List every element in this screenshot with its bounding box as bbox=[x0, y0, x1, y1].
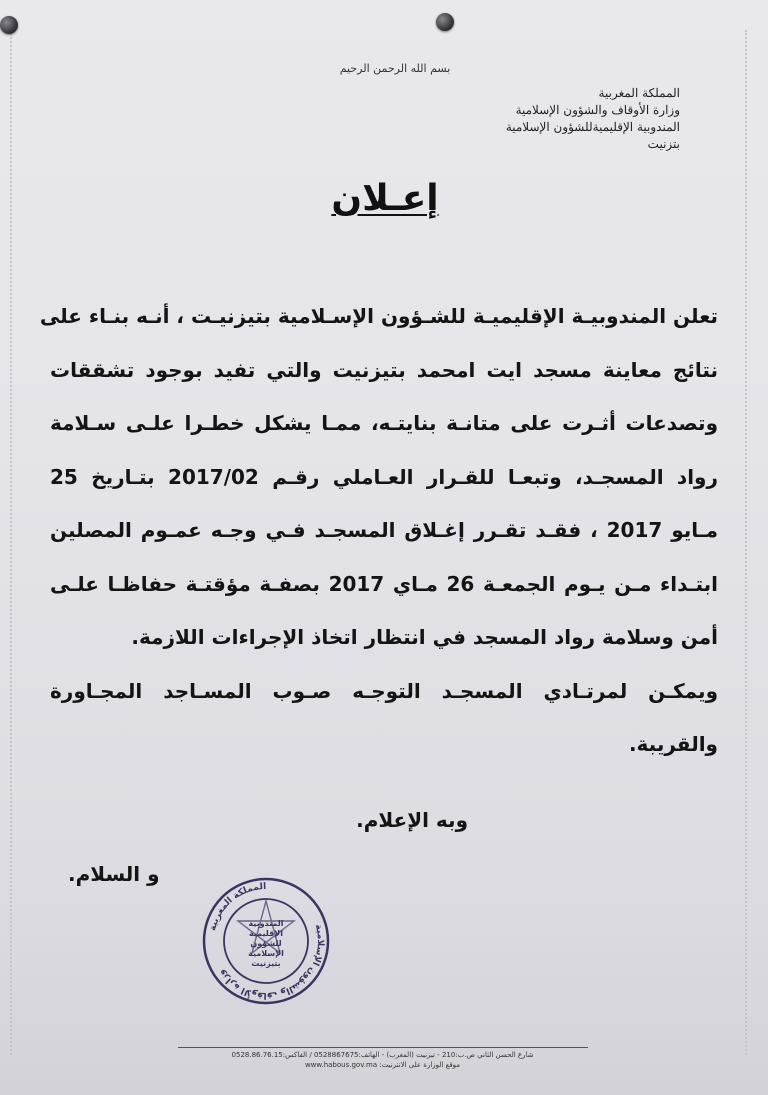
footer-website: موقع الوزارة على الانترنيت: www.habous.gov.ma bbox=[304, 1061, 461, 1069]
pin-icon bbox=[0, 16, 18, 34]
body-line: رواد المسجـد، وتبعـا للقـرار العـاملي رقـم 2017/02 بتـاريخ 25 bbox=[50, 464, 718, 489]
pin-icon bbox=[436, 13, 454, 31]
letterhead-delegation: المندوبية الإقليميةللشؤون الإسلامية bbox=[505, 120, 680, 134]
official-seal-stamp bbox=[200, 875, 332, 1007]
basmala: بسم الله الرحمن الرحيم bbox=[339, 62, 451, 75]
page-title: إعـلان bbox=[331, 178, 439, 219]
seal-bottom-text: وزارة الأوقاف والشؤون الإسلامية bbox=[216, 923, 326, 1001]
footer-divider bbox=[178, 1047, 588, 1048]
body-line: والقريبة. bbox=[628, 732, 718, 756]
letterhead-city: بتزنيت bbox=[647, 137, 680, 151]
notice-body bbox=[39, 290, 718, 772]
letterhead bbox=[420, 85, 680, 153]
letterhead-kingdom: المملكة المغربية bbox=[598, 86, 680, 100]
body-line: وتصدعات أثـرت على متانـة بنايتـه، ممـا يشكل خطـرا علـى سـلامة bbox=[50, 411, 718, 435]
letterhead-ministry: وزارة الأوقاف والشؤون الإسلامية bbox=[515, 103, 680, 117]
body-line: ويمكـن لمرتـادي المسجـد التوجـه صـوب المسـاجد المجـاورة bbox=[50, 678, 718, 703]
seal-inner-text: المندوبية الإقليمية للشؤون الإسلامية بتيزنيت bbox=[248, 919, 284, 968]
footer-contact: شارع الحسن الثاني ص.ب:210 - تيزنيت (المغرب) - الهاتف:0528867675 / الفاكس:0528.86.76.15 bbox=[231, 1051, 534, 1059]
body-line: نتائج معاينة مسجد ايت امحمد بتيزنيت والتي تفيد بوجود تشققات bbox=[50, 357, 718, 382]
seal-outer-text: المملكة المغربية bbox=[208, 881, 267, 933]
body-line: أمن وسلامة رواد المسجد في انتظار اتخاذ الإجراءات اللازمة. bbox=[131, 625, 718, 649]
right-perforation bbox=[745, 30, 747, 1055]
body-line: مـايو 2017 ، فقـد تقـرر إغـلاق المسجـد فـي وجـه عمـوم المصلين bbox=[50, 518, 718, 542]
left-perforation bbox=[10, 30, 12, 1055]
body-line: تعلن المندوبيـة الإقليميـة للشـؤون الإسـلامية بتيزنيـت ، أنـه بنـاء على bbox=[39, 304, 718, 328]
closing-salutation: و السلام. bbox=[68, 862, 160, 886]
body-line: ابتـداء مـن يـوم الجمعـة 26 مـاي 2017 بصفـة مؤقتـة حفاظـا علـى bbox=[50, 571, 718, 596]
footer-address bbox=[180, 1050, 585, 1070]
closing-announcement: وبه الإعلام. bbox=[356, 808, 468, 832]
